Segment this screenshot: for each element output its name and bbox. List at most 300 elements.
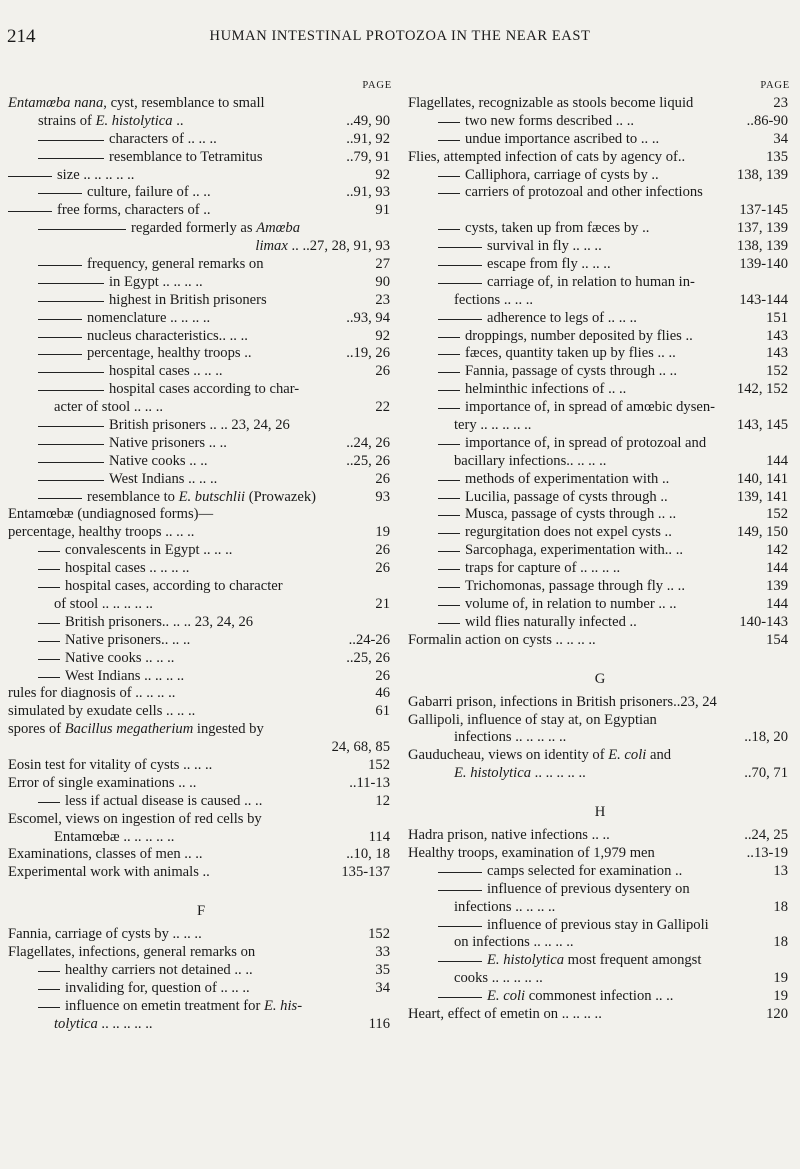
entry-page-ref: ..13-19 [746, 844, 788, 861]
entry-page-ref: ..19, 26 [346, 345, 390, 362]
index-column-left [8, 79, 394, 1034]
index-entry [408, 471, 792, 489]
entry-text: cooks .. .. .. .. .. [454, 970, 543, 987]
ditto-dash [8, 211, 52, 212]
entry-page-ref: 143-144 [739, 291, 788, 308]
entry-page-ref: 23 [773, 95, 788, 111]
entry-page-ref: 154 [766, 631, 788, 648]
index-entry [408, 506, 792, 524]
entry-text: Hadra prison, native infections .. .. [408, 827, 610, 844]
entry-page-ref: 27 [375, 256, 390, 273]
entry-text: infections .. .. .. .. [454, 898, 556, 915]
entry-page-ref: 35 [375, 961, 390, 978]
entry-text: free forms, characters of .. [57, 202, 211, 219]
entry-text: carriage of, in relation to human in- [487, 273, 695, 290]
ditto-dash [38, 354, 82, 355]
index-entry [408, 747, 792, 765]
entry-text: strains of E. histolytica .. [38, 112, 184, 129]
entry-text: Eosin test for vitality of cysts .. .. .. [8, 756, 213, 773]
ditto-dash [438, 623, 460, 624]
index-entry [8, 542, 394, 560]
index-entry [408, 167, 792, 185]
ditto-dash [438, 140, 460, 141]
index-entry [408, 524, 792, 542]
page-column-label: PAGE [362, 80, 392, 91]
ditto-dash [8, 176, 52, 177]
index-column-right [408, 79, 792, 1024]
entry-page-ref: 18 [773, 898, 788, 915]
index-entry [8, 614, 394, 632]
entry-text: traps for capture of .. .. .. .. [465, 560, 621, 577]
entry-text: carriers of protozoal and other infections [465, 184, 703, 201]
entry-text: Flagellates, recognizable as stools become liquid [408, 95, 694, 111]
entry-page-ref: ..24, 26 [346, 434, 390, 451]
entry-text: Entamœbæ .. .. .. .. .. [54, 828, 175, 845]
entry-text: 24, 68, 85 [331, 739, 390, 756]
entry-text: E. histolytica .. .. .. .. .. [454, 765, 586, 782]
index-entry [8, 560, 394, 578]
index-entry [8, 578, 394, 596]
index-entry [408, 220, 792, 238]
ditto-dash [38, 569, 60, 570]
entry-page-ref: ..24-26 [348, 631, 390, 648]
ditto-dash [38, 1007, 60, 1008]
ditto-dash [38, 641, 60, 642]
entry-page-ref: 143, 145 [736, 417, 788, 434]
index-entry [408, 345, 792, 363]
entry-page-ref: 92 [375, 327, 390, 344]
entry-text: regarded formerly as Amœba [131, 220, 300, 237]
entry-text: less if actual disease is caused .. .. [65, 792, 263, 809]
entry-page-ref: 152 [766, 506, 788, 523]
ditto-dash [38, 444, 104, 445]
index-entry [408, 881, 792, 899]
index-entry [408, 417, 792, 435]
entry-page-ref: 26 [375, 667, 390, 684]
ditto-dash [438, 408, 460, 409]
index-entry [8, 864, 394, 882]
entry-text: hospital cases .. .. .. [109, 363, 223, 380]
ditto-dash [38, 193, 82, 194]
entry-text: of stool .. .. .. .. .. [54, 595, 153, 612]
entry-text: Examinations, classes of men .. .. [8, 846, 203, 863]
section-spacer [408, 650, 792, 664]
entry-page-ref: 61 [375, 703, 390, 720]
index-entry [8, 980, 394, 998]
ditto-dash [38, 802, 60, 803]
entry-text: volume of, in relation to number .. .. [465, 595, 677, 612]
index-entry [408, 560, 792, 578]
entry-page-ref: 143 [766, 327, 788, 344]
entry-text: limax .. ..27, 28, 91, 93 [255, 238, 390, 255]
entry-page-ref: ..10, 18 [346, 846, 390, 863]
entry-text: Calliphora, carriage of cysts by .. [465, 166, 659, 183]
entry-text: Flies, attempted infection of cats by agency of.. [408, 148, 686, 165]
index-entry [408, 542, 792, 560]
entry-text: camps selected for examination .. [487, 862, 683, 879]
index-entry [8, 926, 394, 944]
entry-page-ref: 143 [766, 345, 788, 362]
entry-text: Native cooks .. .. .. [65, 649, 175, 666]
entry-text: Native prisoners .. .. [109, 434, 227, 451]
entry-text: hospital cases .. .. .. .. [65, 560, 190, 577]
entry-text: infections .. .. .. .. .. [454, 729, 567, 746]
index-entry [8, 381, 394, 399]
entry-text: importance of, in spread of protozoal and [465, 434, 707, 451]
entry-page-ref: ..91, 92 [346, 130, 390, 147]
entry-text: fæces, quantity taken up by flies .. .. [465, 345, 676, 362]
ditto-dash [38, 390, 104, 391]
entry-page-ref: ..49, 90 [346, 112, 390, 129]
index-entry [408, 489, 792, 507]
entry-text: E. coli commonest infection .. .. [487, 988, 674, 1005]
entry-text: convalescents in Egypt .. .. .. [65, 542, 233, 559]
index-entry [408, 202, 792, 220]
ditto-dash [438, 515, 460, 516]
ditto-dash [438, 193, 460, 194]
entry-text: droppings, number deposited by flies .. [465, 327, 693, 344]
entry-text: West Indians .. .. .. .. [65, 667, 185, 684]
entry-text: West Indians .. .. .. [109, 470, 218, 487]
entry-text: Healthy troops, examination of 1,979 men [408, 844, 655, 861]
entry-page-ref: 93 [375, 488, 390, 505]
entry-page-ref: 139-140 [739, 256, 788, 273]
entry-text: Gallipoli, influence of stay at, on Egyptian [408, 711, 657, 728]
index-entry [408, 899, 792, 917]
section-letter: G [594, 670, 606, 687]
entry-text: on infections .. .. .. .. [454, 934, 574, 951]
index-entry [408, 863, 792, 881]
entry-text: Experimental work with animals .. [8, 864, 210, 881]
entry-text: two new forms described .. .. [465, 112, 635, 129]
index-entry [8, 703, 394, 721]
ditto-dash [438, 176, 460, 177]
entry-text: helminthic infections of .. .. [465, 381, 627, 398]
ditto-dash [438, 926, 482, 927]
index-entry [408, 827, 792, 845]
entry-text: Fannia, passage of cysts through .. .. [465, 363, 677, 380]
index-entry [408, 970, 792, 988]
index-entry [8, 650, 394, 668]
entry-page-ref: 33 [375, 944, 390, 961]
index-entry [408, 328, 792, 346]
entry-text: hospital cases according to char- [109, 381, 300, 398]
index-entry [8, 345, 394, 363]
entry-text: highest in British prisoners [109, 291, 267, 308]
index-entry [8, 131, 394, 149]
entry-text: size .. .. .. .. .. [57, 166, 135, 183]
entry-page-ref: 137, 139 [736, 220, 788, 237]
entry-text: influence of previous stay in Gallipoli [487, 916, 709, 933]
entry-page-ref: 144 [766, 452, 788, 469]
entry-text: nomenclature .. .. .. .. [87, 309, 211, 326]
entry-text: spores of Bacillus megatherium ingested by [8, 721, 264, 738]
index-entry [408, 399, 792, 417]
index-entry [8, 793, 394, 811]
entry-text: hospital cases, according to character [65, 578, 283, 595]
index-entry [408, 453, 792, 471]
index-entry [8, 506, 394, 524]
section-spacer [8, 882, 394, 896]
ditto-dash [38, 971, 60, 972]
entry-text: in Egypt .. .. .. .. [109, 273, 203, 290]
index-entry [408, 184, 792, 202]
entry-text: rules for diagnosis of .. .. .. .. [8, 685, 176, 702]
index-entry [8, 524, 394, 542]
ditto-dash [38, 229, 126, 230]
entry-page-ref: ..86-90 [746, 112, 788, 129]
index-entry [8, 417, 394, 435]
entry-page-ref: 152 [766, 363, 788, 380]
entry-page-ref: ..11-13 [349, 774, 390, 791]
index-entry [8, 202, 394, 220]
entry-page-ref: 138, 139 [736, 238, 788, 255]
entry-text: simulated by exudate cells .. .. .. [8, 703, 196, 720]
index-entry [8, 167, 394, 185]
ditto-dash [38, 140, 104, 141]
index-entry [8, 632, 394, 650]
entry-page-ref: 116 [368, 1015, 390, 1032]
index-entry [8, 310, 394, 328]
entry-text: tolytica .. .. .. .. .. [54, 1015, 153, 1032]
entry-text: invaliding for, question of .. .. .. [65, 979, 250, 996]
ditto-dash [438, 283, 482, 284]
index-entry [8, 363, 394, 381]
index-entry [408, 310, 792, 328]
entry-text: cysts, taken up from fæces by .. [465, 220, 650, 237]
index-entry [408, 934, 792, 952]
ditto-dash [438, 480, 460, 481]
entry-text: culture, failure of .. .. [87, 184, 211, 201]
index-entry [408, 238, 792, 256]
entry-text: Trichomonas, passage through fly .. .. [465, 578, 685, 595]
ditto-dash [438, 587, 460, 588]
index-entry [408, 578, 792, 596]
index-entry [8, 1016, 394, 1034]
ditto-dash [38, 587, 60, 588]
index-entry [408, 131, 792, 149]
ditto-dash [38, 426, 104, 427]
ditto-dash [38, 498, 82, 499]
entry-page-ref: 34 [375, 979, 390, 996]
index-entry [8, 292, 394, 310]
entry-text: acter of stool .. .. .. [54, 399, 164, 416]
index-entry [408, 614, 792, 632]
ditto-dash [438, 265, 482, 266]
entry-page-ref: 12 [375, 792, 390, 809]
entry-text: healthy carriers not detained .. .. [65, 961, 253, 978]
entry-text: undue importance ascribed to .. .. [465, 130, 660, 147]
page-number: 214 [7, 26, 36, 47]
ditto-dash [38, 283, 104, 284]
index-entry [8, 471, 394, 489]
entry-page-ref: 152 [368, 926, 390, 943]
index-entry [408, 596, 792, 614]
index-entry [408, 256, 792, 274]
entry-page-ref: 19 [773, 988, 788, 1005]
entry-text: percentage, healthy troops .. [87, 345, 252, 362]
entry-page-ref: 91 [375, 202, 390, 219]
entry-text: Sarcophaga, experimentation with.. .. [465, 542, 684, 559]
ditto-dash [438, 961, 482, 962]
entry-page-ref: 139, 141 [736, 488, 788, 505]
index-entry [408, 435, 792, 453]
ditto-dash [38, 677, 60, 678]
ditto-dash [438, 122, 460, 123]
entry-text: importance of, in spread of amœbic dysen- [465, 399, 716, 416]
index-entry [408, 765, 792, 783]
index-entry [8, 596, 394, 614]
entry-page-ref: 139 [766, 578, 788, 595]
index-entry [8, 962, 394, 980]
ditto-dash [38, 480, 104, 481]
index-entry [8, 95, 394, 113]
index-entry [8, 668, 394, 686]
index-entry [8, 149, 394, 167]
entry-page-ref: ..70, 71 [744, 765, 788, 782]
index-entry [8, 944, 394, 962]
index-entry [8, 220, 394, 238]
ditto-dash [38, 158, 104, 159]
entry-page-ref: 140-143 [739, 613, 788, 630]
index-entry [8, 274, 394, 292]
page-header [0, 26, 800, 50]
ditto-dash [38, 301, 104, 302]
ditto-dash [38, 337, 82, 338]
entry-page-ref: 144 [766, 560, 788, 577]
ditto-dash [438, 872, 482, 873]
ditto-dash [438, 247, 482, 248]
index-entry [8, 399, 394, 417]
entry-text: survival in fly .. .. .. [487, 238, 602, 255]
ditto-dash [38, 265, 82, 266]
entry-text: Fannia, carriage of cysts by .. .. .. [8, 926, 202, 943]
entry-page-ref: ..79, 91 [346, 148, 390, 165]
entry-text: adherence to legs of .. .. .. [487, 309, 637, 326]
index-entry [8, 453, 394, 471]
ditto-dash [438, 354, 460, 355]
index-entry [8, 998, 394, 1016]
entry-text: Escomel, views on ingestion of red cells by [8, 810, 262, 827]
index-entry [8, 238, 394, 256]
entry-page-ref: 142, 152 [736, 381, 788, 398]
entry-page-ref: 18 [773, 934, 788, 951]
index-entry [408, 917, 792, 935]
entry-text: Error of single examinations .. .. [8, 774, 197, 791]
entry-page-ref: 26 [375, 470, 390, 487]
entry-page-ref: ..25, 26 [346, 452, 390, 469]
index-entry [408, 292, 792, 310]
entry-text: 137-145 [739, 202, 788, 219]
entry-page-ref: 26 [375, 542, 390, 559]
entry-text: resemblance to Tetramitus [109, 148, 263, 165]
index-entry [408, 988, 792, 1006]
index-entry [8, 775, 394, 793]
ditto-dash [438, 372, 460, 373]
entry-page-ref: 114 [368, 828, 390, 845]
entry-page-ref: 92 [375, 166, 390, 183]
entry-page-ref: 152 [368, 756, 390, 773]
entry-text: resemblance to E. butschlii (Prowazek) [87, 488, 316, 505]
entry-text: frequency, general remarks on [87, 256, 264, 273]
entry-text: British prisoners.. .. .. 23, 24, 26 [65, 613, 254, 630]
index-entry [408, 632, 792, 650]
ditto-dash [38, 989, 60, 990]
ditto-dash [438, 390, 460, 391]
entry-text: percentage, healthy troops .. .. .. [8, 524, 195, 541]
entry-page-ref: 140, 141 [736, 470, 788, 487]
section-spacer [408, 783, 792, 797]
entry-page-ref: 26 [375, 363, 390, 380]
entry-text: bacillary infections.. .. .. .. [454, 452, 607, 469]
ditto-dash [438, 319, 482, 320]
entry-text: Native cooks .. .. [109, 452, 208, 469]
index-entry [8, 256, 394, 274]
entry-page-ref: ..24, 25 [744, 827, 788, 844]
index-entry [8, 846, 394, 864]
ditto-dash [438, 533, 460, 534]
section-letter: F [196, 903, 206, 920]
entry-text: Formalin action on cysts .. .. .. .. [408, 631, 596, 648]
index-entry [408, 381, 792, 399]
index-entry [408, 95, 792, 113]
entry-text: E. histolytica most frequent amongst [487, 952, 702, 969]
page-column-label: PAGE [760, 80, 790, 91]
index-entry [8, 113, 394, 131]
index-entry [8, 685, 394, 703]
section-letter: H [594, 804, 606, 821]
entry-page-ref: 19 [773, 970, 788, 987]
entry-page-ref: 22 [375, 399, 390, 416]
ditto-dash [438, 997, 482, 998]
ditto-dash [38, 372, 104, 373]
index-entry [408, 363, 792, 381]
entry-text: escape from fly .. .. .. [487, 256, 611, 273]
index-entry [408, 729, 792, 747]
ditto-dash [438, 229, 460, 230]
index-entry [8, 811, 394, 829]
entry-page-ref: 46 [375, 685, 390, 702]
running-title: HUMAN INTESTINAL PROTOZOA IN THE NEAR EAST [209, 28, 591, 44]
index-entry [8, 489, 394, 507]
ditto-dash [438, 498, 460, 499]
entry-text: wild flies naturally infected .. [465, 613, 637, 630]
ditto-dash [438, 569, 460, 570]
index-entry [8, 435, 394, 453]
entry-text: fections .. .. .. [454, 291, 534, 308]
index-entry [408, 952, 792, 970]
entry-page-ref: 135-137 [341, 864, 390, 881]
entry-text: Gauducheau, views on identity of E. coli and [408, 747, 672, 764]
ditto-dash [38, 623, 60, 624]
entry-page-ref: 138, 139 [736, 166, 788, 183]
entry-text: Entamœbæ (undiagnosed forms)— [8, 506, 214, 523]
entry-text: British prisoners .. .. 23, 24, 26 [109, 417, 290, 434]
ditto-dash [38, 462, 104, 463]
entry-page-ref: 34 [773, 130, 788, 147]
ditto-dash [438, 337, 460, 338]
entry-text: regurgitation does not expel cysts .. [465, 524, 672, 541]
index-entry [408, 845, 792, 863]
entry-text: influence on emetin treatment for E. his- [65, 997, 303, 1014]
ditto-dash [438, 444, 460, 445]
entry-text: influence of previous dysentery on [487, 880, 690, 897]
entry-page-ref: 19 [375, 524, 390, 541]
entry-page-ref: 90 [375, 273, 390, 290]
ditto-dash [438, 605, 460, 606]
ditto-dash [438, 890, 482, 891]
index-entry [408, 149, 792, 167]
